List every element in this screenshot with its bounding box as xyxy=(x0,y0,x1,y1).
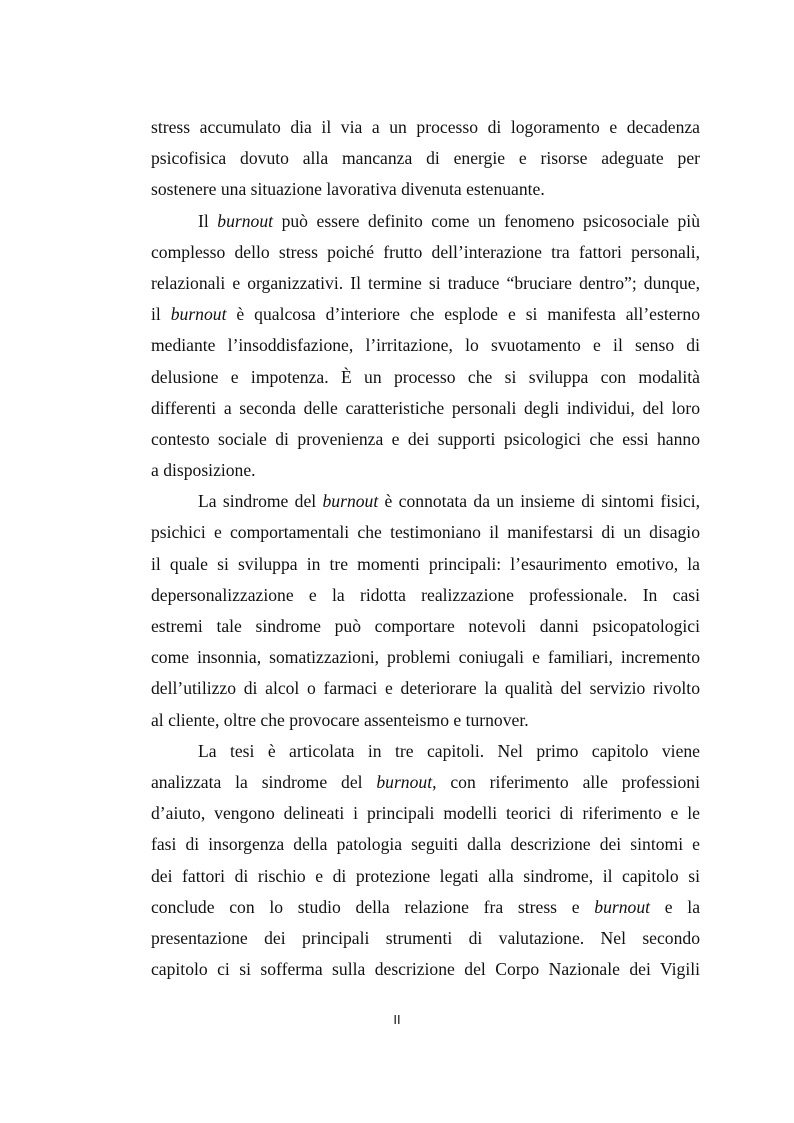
text-line xyxy=(151,393,700,424)
paragraph xyxy=(151,206,700,487)
text-run: il xyxy=(151,304,171,325)
paragraph xyxy=(151,736,700,986)
text-run: dell’utilizzo di alcol o farmaci e deteriorare la qualità del servizio rivolto xyxy=(151,678,700,699)
text-run: conclude con lo studio della relazione fra stress e xyxy=(151,896,595,917)
text-run: psichici e comportamentali che testimoniano il manifestarsi di un disagio xyxy=(151,522,700,543)
text-run: estremi tale sindrome può comportare notevoli danni psicopatologici xyxy=(151,616,700,636)
italic-term: burnout xyxy=(594,896,651,917)
text-run: Il xyxy=(198,210,218,231)
text-line xyxy=(151,330,700,361)
text-line xyxy=(151,829,700,860)
italic-term: burnout xyxy=(322,491,379,512)
paragraph xyxy=(151,486,700,736)
text-run: La sindrome del xyxy=(198,491,323,512)
text-line xyxy=(151,206,700,237)
italic-term: burnout xyxy=(170,304,227,325)
text-line xyxy=(151,611,700,642)
text-run: La tesi è articolata in tre capitoli. Nel primo capitolo viene xyxy=(198,740,700,761)
text-line xyxy=(151,642,700,673)
text-run: può essere definito come un fenomeno psicosociale più xyxy=(273,210,700,231)
text-run: a disposizione. xyxy=(151,460,256,481)
text-run: fasi di insorgenza della patologia seguiti dalla descrizione dei sintomi e xyxy=(151,834,700,855)
text-line xyxy=(151,798,700,829)
text-run: mediante l’insoddisfazione, l’irritazione, lo svuotamento e il senso di xyxy=(151,335,700,356)
text-run: e la xyxy=(650,896,701,917)
text-line xyxy=(151,861,700,892)
text-run: capitolo ci si sofferma sulla descrizione del Corpo Nazionale dei Vigili xyxy=(151,959,700,980)
text-line xyxy=(151,892,700,923)
text-line xyxy=(151,580,700,611)
text-run: depersonalizzazione e la ridotta realizzazione professionale. In casi xyxy=(151,584,700,605)
text-line xyxy=(151,517,700,548)
text-line xyxy=(151,174,700,205)
text-run: differenti a seconda delle caratteristiche personali degli individui, del loro xyxy=(151,397,700,418)
text-line xyxy=(151,112,700,143)
page-body xyxy=(151,112,700,985)
text-line xyxy=(151,767,700,798)
italic-term: burnout xyxy=(376,771,433,792)
text-line xyxy=(151,455,700,486)
text-run: analizzata la sindrome del xyxy=(151,771,377,792)
text-run: d’aiuto, vengono delineati i principali modelli teorici di riferimento e le xyxy=(151,803,700,824)
text-line xyxy=(151,362,700,393)
text-run: relazionali e organizzativi. Il termine si traduce “bruciare dentro”; dunque, xyxy=(151,272,700,293)
text-line xyxy=(151,143,700,174)
text-line xyxy=(151,954,700,985)
text-run: è connotata da un insieme di sintomi fisici, xyxy=(378,491,700,512)
italic-term: burnout xyxy=(217,210,274,231)
text-run: come insonnia, somatizzazioni, problemi coniugali e familiari, incremento xyxy=(151,647,700,668)
text-run: contesto sociale di provenienza e dei supporti psicologici che essi hanno xyxy=(151,428,700,449)
text-line xyxy=(151,923,700,954)
text-run: delusione e impotenza. È un processo che si sviluppa con modalità xyxy=(151,366,700,387)
text-run: sostenere una situazione lavorativa divenuta estenuante. xyxy=(151,179,545,200)
text-run: presentazione dei principali strumenti di valutazione. Nel secondo xyxy=(151,927,700,948)
text-line xyxy=(151,705,700,736)
text-line xyxy=(151,736,700,767)
text-run: stress accumulato dia il via a un processo di logoramento e decadenza xyxy=(151,117,700,137)
text-run: , con riferimento alle professioni xyxy=(432,771,700,792)
page-number: II xyxy=(393,1012,401,1027)
text-run: dei fattori di rischio e di protezione legati alla sindrome, il capitolo si xyxy=(151,865,700,886)
text-line xyxy=(151,268,700,299)
text-run: al cliente, oltre che provocare assenteismo e turnover. xyxy=(151,709,529,730)
text-line xyxy=(151,424,700,455)
text-run: psicofisica dovuto alla mancanza di energie e risorse adeguate per xyxy=(151,148,700,169)
text-line xyxy=(151,549,700,580)
paragraph xyxy=(151,112,700,206)
text-line xyxy=(151,673,700,704)
text-line xyxy=(151,237,700,268)
text-run: è qualcosa d’interiore che esplode e si manifesta all’esterno xyxy=(226,304,700,325)
text-run: il quale si sviluppa in tre momenti principali: l’esaurimento emotivo, la xyxy=(151,553,700,574)
text-run: complesso dello stress poiché frutto dell’interazione tra fattori personali, xyxy=(151,241,700,262)
text-line xyxy=(151,299,700,330)
text-line xyxy=(151,486,700,517)
